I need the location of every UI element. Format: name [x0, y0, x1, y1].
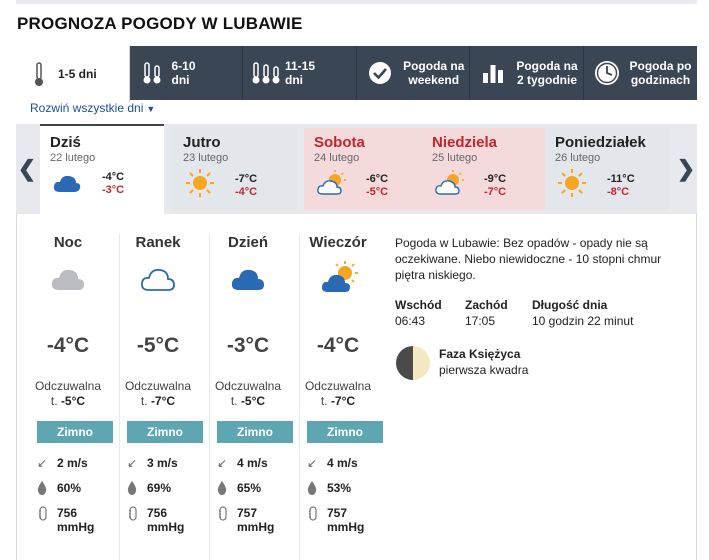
- cloud-grey-icon: [50, 266, 86, 297]
- day-temp-max: -4°C: [235, 186, 258, 198]
- comfort-badge: Zimno: [217, 421, 293, 443]
- day-name: Dziś: [50, 134, 81, 151]
- pressure-unit: mmHg: [57, 520, 95, 534]
- droplet-icon: [127, 481, 147, 498]
- day-name: Sobota: [314, 134, 365, 151]
- wind-value: 3 m/s: [147, 456, 178, 470]
- droplet-icon: [37, 481, 57, 498]
- day-temp-min: -6°C: [366, 173, 389, 185]
- feels-like-value: -5°C: [240, 394, 266, 408]
- thermometer-icon: [24, 59, 54, 89]
- sunset-value: 17:05: [465, 314, 496, 328]
- day-temp-min: -11°C: [607, 173, 635, 185]
- day-date: 25 lutego: [432, 152, 478, 164]
- period-temp: -4°C: [316, 334, 360, 357]
- feels-like-label: Odczuwalna: [304, 379, 372, 393]
- period-temp: -4°C: [46, 334, 90, 357]
- period-night: [23, 214, 113, 560]
- day-card-sunday[interactable]: [422, 128, 546, 210]
- day-length-label: Długość dnia: [532, 298, 608, 312]
- wind-arrow-icon: ↙: [217, 456, 228, 470]
- day-temps: [102, 171, 124, 197]
- checkmark-circle-icon: [365, 58, 395, 88]
- humidity-value: 65%: [237, 481, 262, 495]
- pressure-unit: mmHg: [327, 520, 365, 534]
- pressure-value: 757: [327, 506, 348, 520]
- forecast-tabs: [16, 46, 697, 100]
- cloud-outline-icon: [140, 266, 176, 297]
- period-day: [203, 214, 293, 560]
- page-title: PROGNOZA POGODY W LUBAWIE: [17, 14, 303, 33]
- period-evening: [293, 214, 383, 560]
- day-temp-max: -7°C: [484, 186, 507, 198]
- period-name: Wieczór: [309, 234, 367, 251]
- feels-like: [23, 379, 113, 409]
- sun-icon: [557, 174, 587, 203]
- wind-row: [217, 456, 268, 470]
- feels-like-label: Odczuwalna: [124, 379, 192, 393]
- wind-row: [307, 456, 358, 470]
- day-temp-max: -3°C: [102, 184, 125, 196]
- moon-phase-title: Faza Księżyca: [439, 347, 521, 361]
- partly-cloudy-icon: [434, 174, 466, 202]
- tab-1-5-days[interactable]: [16, 46, 130, 102]
- feels-like-value: -7°C: [150, 394, 176, 408]
- caret-down-icon: ▼: [146, 104, 156, 114]
- bar-chart-icon: [478, 58, 508, 88]
- tab-label: Pogoda po godzinach: [629, 59, 692, 87]
- tab-label: 1-5 dni: [58, 67, 97, 81]
- day-card-saturday[interactable]: [304, 128, 428, 210]
- period-name: Dzień: [227, 234, 268, 251]
- humidity-value: 69%: [147, 481, 172, 495]
- feels-like-prefix: t.: [50, 394, 58, 408]
- feels-like-label: Odczuwalna: [214, 379, 282, 393]
- droplet-icon: [217, 481, 237, 498]
- chevron-left-icon[interactable]: ❮: [17, 156, 37, 181]
- expand-all-label: Rozwiń wszystkie dni: [30, 101, 144, 115]
- day-temp-min: -7°C: [235, 173, 258, 185]
- barometer-icon: [127, 506, 147, 525]
- moon-phase-icon: [395, 345, 431, 386]
- cloud-icon: [52, 172, 82, 199]
- day-temp-max: -8°C: [607, 186, 630, 198]
- tab-weekend[interactable]: [357, 46, 471, 100]
- day-date: 22 lutego: [50, 152, 96, 164]
- cloud-blue-icon: [230, 266, 266, 297]
- pressure-value: 756: [57, 506, 78, 520]
- partly-cloudy-icon: [320, 260, 360, 299]
- day-temps: [235, 173, 257, 199]
- sunset-label: Zachód: [465, 298, 508, 312]
- tab-label: Pogoda na 2 tygodnie: [516, 59, 578, 87]
- tab-hourly[interactable]: [584, 46, 698, 100]
- day-temps: [484, 173, 506, 199]
- sunrise-value: 06:43: [395, 314, 426, 328]
- wind-value: 2 m/s: [57, 456, 88, 470]
- pressure-unit: mmHg: [237, 520, 275, 534]
- pressure-row: [307, 506, 364, 534]
- feels-like-prefix: t.: [140, 394, 148, 408]
- day-card-today[interactable]: [40, 124, 164, 214]
- humidity-row: [217, 481, 261, 498]
- pressure-value: 757: [237, 506, 258, 520]
- humidity-value: 60%: [57, 481, 82, 495]
- humidity-value: 53%: [327, 481, 352, 495]
- feels-like-prefix: t.: [230, 394, 238, 408]
- day-length-value: 10 godzin 22 minut: [532, 314, 634, 328]
- day-temp-max: -5°C: [366, 186, 389, 198]
- moon-phase: [395, 345, 595, 381]
- period-temp: -5°C: [136, 334, 180, 357]
- wind-arrow-icon: ↙: [37, 456, 48, 470]
- expand-all-days-link[interactable]: [30, 101, 155, 115]
- tab-label: Pogoda na weekend: [403, 59, 465, 87]
- feels-like-value: -7°C: [330, 394, 356, 408]
- day-temps: [607, 173, 635, 199]
- tab-11-15-days[interactable]: [243, 46, 357, 100]
- weather-info: [395, 235, 685, 328]
- barometer-icon: [217, 506, 237, 525]
- chevron-right-icon[interactable]: ❯: [676, 156, 696, 181]
- sun-icon: [185, 174, 215, 203]
- feels-like-value: -5°C: [60, 394, 86, 408]
- day-temp-min: -9°C: [484, 173, 507, 185]
- wind-row: [127, 456, 178, 470]
- feels-like-prefix: t.: [320, 394, 328, 408]
- pressure-unit: mmHg: [147, 520, 185, 534]
- wind-row: [37, 456, 88, 470]
- humidity-row: [37, 481, 81, 498]
- partly-cloudy-icon: [316, 174, 348, 202]
- feels-like-label: Odczuwalna: [34, 379, 102, 393]
- day-date: 23 lutego: [183, 152, 229, 164]
- period-name: Ranek: [135, 234, 181, 251]
- clock-icon: [592, 58, 622, 88]
- period-name: Noc: [53, 234, 83, 251]
- wind-value: 4 m/s: [327, 456, 358, 470]
- day-card-monday[interactable]: [545, 128, 669, 210]
- weather-description: Pogoda w Lubawie: Bez opadów - opady nie są oczekiwane. Niebo niewidoczne - 10 stopni chmur piętra niskiego.: [395, 236, 662, 282]
- day-name: Poniedziałek: [555, 134, 646, 151]
- barometer-icon: [37, 506, 57, 525]
- pressure-row: [37, 506, 94, 534]
- comfort-badge: Zimno: [307, 421, 383, 443]
- moon-phase-name: pierwsza kwadra: [439, 363, 529, 377]
- thermometers-2-icon: [138, 58, 168, 88]
- pressure-row: [217, 506, 274, 534]
- day-temp-min: -4°C: [102, 171, 125, 183]
- feels-like: [113, 379, 203, 409]
- feels-like: [293, 379, 383, 409]
- pressure-row: [127, 506, 184, 534]
- thermometers-3-icon: [251, 58, 281, 88]
- days-strip: [16, 124, 697, 214]
- wind-value: 4 m/s: [237, 456, 268, 470]
- humidity-row: [127, 481, 171, 498]
- tab-label: 6-10 dni: [171, 59, 196, 87]
- day-date: 24 lutego: [314, 152, 360, 164]
- period-morning: [113, 214, 203, 560]
- period-temp: -3°C: [226, 334, 270, 357]
- tab-label: 11-15 dni: [285, 59, 316, 87]
- wind-arrow-icon: ↙: [127, 456, 138, 470]
- comfort-badge: Zimno: [127, 421, 203, 443]
- wind-arrow-icon: ↙: [307, 456, 318, 470]
- day-name: Jutro: [183, 134, 221, 151]
- day-temps: [366, 173, 388, 199]
- comfort-badge: Zimno: [37, 421, 113, 443]
- humidity-row: [307, 481, 351, 498]
- tab-2-weeks[interactable]: [470, 46, 584, 100]
- pressure-value: 756: [147, 506, 168, 520]
- droplet-icon: [307, 481, 327, 498]
- sunrise-label: Wschód: [395, 298, 442, 312]
- barometer-icon: [307, 506, 327, 525]
- day-name: Niedziela: [432, 134, 498, 151]
- day-date: 26 lutego: [555, 152, 601, 164]
- tab-6-10-days[interactable]: [130, 46, 244, 100]
- feels-like: [203, 379, 293, 409]
- day-card-tomorrow[interactable]: [173, 128, 297, 210]
- top-strip: [16, 0, 697, 4]
